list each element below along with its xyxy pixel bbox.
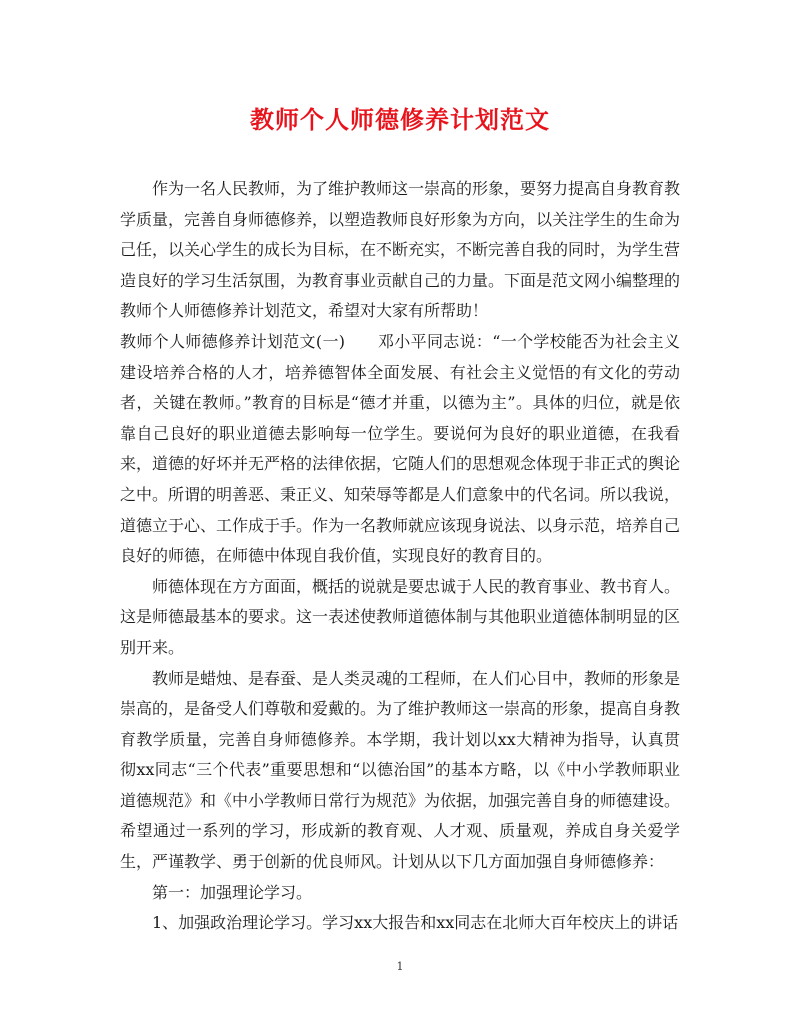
document-body: [120, 174, 680, 939]
paragraph-teacher-image: 教师是蜡烛、是春蚕、是人类灵魂的工程师，在人们心目中，教师的形象是崇高的，是备受人们尊敬和爱戴的。为了维护教师这一崇高的形象，提高自身教育教学质量，完善自身师德修养。本学期，我计划以xx大精神为指导，认真贯彻xx同志“三个代表”重要思想和“以德治国”的基本方略，以《中小学教师职业道德规范》和《中小学教师日常行为规范》为依据，加强完善自身的师德建设。希望通过一系列的学习，形成新的教育观、人才观、质量观，养成自身关爱学生，严谨教学、勇于创新的优良师风。计划从以下几方面加强自身师德修养：: [120, 668, 681, 872]
paragraph-teacher-ethics: 师德体现在方方面面，概括的说就是要忠诚于人民的教育事业、教书育人。这是师德最基本的要求。这一表述使教师道德体制与其他职业道德体制明显的区别开来。: [120, 576, 681, 657]
page-number: 1: [396, 960, 404, 973]
paragraph-intro: 作为一名人民教师，为了维护教师这一崇高的形象，要努力提高自身教育教学质量，完善自身师德修养，以塑造教师良好形象为方向，以关注学生的生命为己任，以关心学生的成长为目标，在不断充实，不断完善自我的同时，为学生营造良好的学习生活氛围，为教育事业贡献自己的力量。下面是范文网小编整理的教师个人师德修养计划范文，希望对大家有所帮助！: [120, 179, 681, 321]
paragraph-political-study: 1、加强政治理论学习。学习xx大报告和xx同志在北师大百年校庆上的讲话: [152, 913, 679, 933]
heading-theory-study: 第一：加强理论学习。: [152, 882, 313, 902]
paragraph-section-one: 教师个人师德修养计划范文(一) 邓小平同志说：“一个学校能否为社会主义建设培养合格的人才，培养德智体全面发展、有社会主义觉悟的有文化的劳动者，关键在教师。”教育的目标是“德才并重，以德为主”。具体的归位，就是依靠自己良好的职业道德去影响每一位学生。要说何为良好的职业道德，在我看来，道德的好坏并无严格的法律依据，它随人们的思想观念体现于非正式的舆论之中。所谓的明善恶、秉正义、知荣辱等都是人们意象中的代名词。所以我说，道德立于心、工作成于手。作为一名教师就应该现身说法、以身示范，培养自己良好的师德，在师德中体现自我价值，实现良好的教育目的。: [120, 331, 681, 566]
document-title: 教师个人师德修养计划范文: [250, 105, 550, 134]
